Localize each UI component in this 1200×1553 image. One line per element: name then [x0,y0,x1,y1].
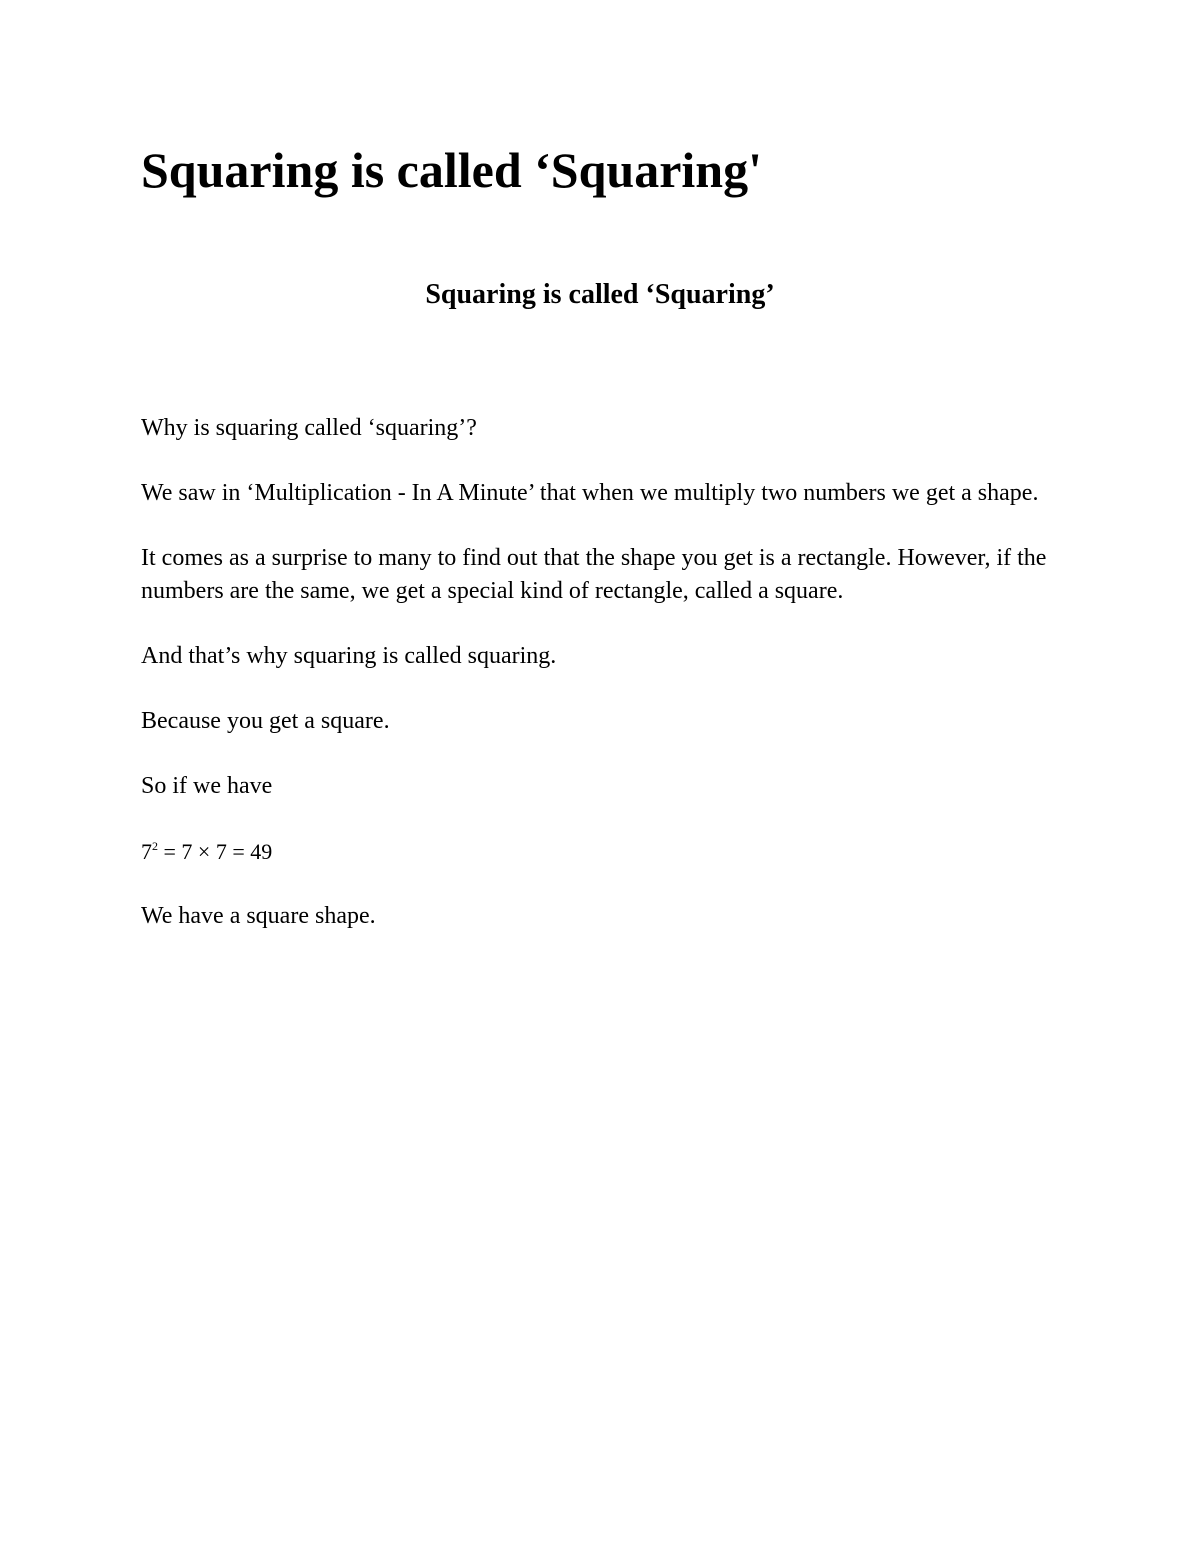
paragraph-closing: We have a square shape. [141,903,376,929]
page-title: Squaring is called ‘Squaring' [141,142,762,198]
paragraph-question: Why is squaring called ‘squaring’? [141,415,477,441]
equation [141,835,1066,868]
paragraph-rectangle: It comes as a surprise to many to find out that the shape you get is a rectangle. However, if the numbers are the same, we get a special kind of rectangle, called a square. [141,545,1047,604]
equation-base: 7 [141,839,152,864]
paragraph-multiplication: We saw in ‘Multiplication - In A Minute’ that when we multiply two numbers we get a shape. [141,480,1039,506]
section-heading: Squaring is called ‘Squaring’ [425,279,775,310]
document-body [141,412,1066,965]
paragraph-so-if: So if we have [141,773,273,799]
equation-exponent: 2 [152,839,158,853]
paragraph-thats-why: And that’s why squaring is called squaring. [141,643,557,669]
paragraph-because: Because you get a square. [141,708,390,734]
equation-rest: = 7 × 7 = 49 [158,839,273,864]
